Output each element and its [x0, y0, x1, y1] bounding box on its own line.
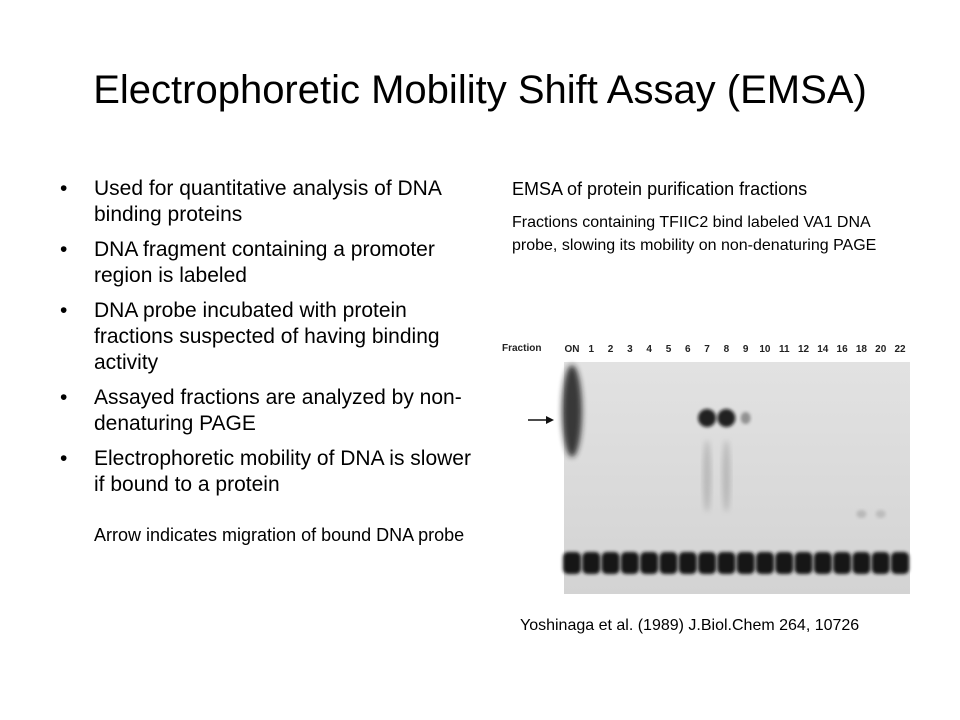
bullet-text: DNA fragment containing a promoter region is labeled — [94, 238, 435, 287]
lane-smear — [722, 440, 730, 512]
shifted-band — [741, 412, 751, 424]
arrow-icon — [528, 416, 554, 424]
free-probe-band — [833, 552, 851, 574]
gel-figure — [500, 336, 920, 598]
bullet-dot-icon: • — [60, 447, 68, 470]
lane-label: 11 — [778, 344, 790, 355]
slide-title: Electrophoretic Mobility Shift Assay (EMSA) — [93, 68, 867, 112]
free-probe-band — [756, 552, 774, 574]
bullet-item — [60, 237, 480, 289]
bullet-item — [60, 446, 480, 547]
lane-label: 1 — [588, 344, 595, 355]
free-probe-band — [717, 552, 735, 574]
gel-row-label: Fraction — [502, 343, 542, 354]
lane-label: 16 — [836, 344, 848, 355]
lane-label: 18 — [855, 344, 867, 355]
lane-label: 20 — [875, 344, 887, 355]
lane-label: 6 — [684, 344, 691, 355]
free-probe-band — [621, 552, 639, 574]
lane-label: 3 — [627, 344, 633, 355]
lane-label: 14 — [817, 344, 829, 355]
free-probe-band — [679, 552, 697, 574]
bullet-item — [60, 298, 480, 376]
bullet-item — [60, 176, 480, 228]
free-probe-band — [582, 552, 600, 574]
bullet-item — [60, 385, 480, 437]
free-probe-band — [640, 552, 658, 574]
lane-label: 12 — [797, 344, 810, 355]
gel-image — [500, 336, 920, 598]
free-probe-band — [659, 552, 677, 574]
bullet-dot-icon: • — [60, 177, 68, 200]
lane-labels — [565, 344, 906, 355]
on-lane-smear — [562, 365, 582, 457]
lane-smear — [703, 440, 711, 512]
lane-label: 8 — [723, 344, 730, 355]
bullet-list — [60, 176, 480, 556]
lane-label: 4 — [646, 344, 652, 355]
bullet-dot-icon: • — [60, 238, 68, 261]
lane-label: 10 — [759, 344, 771, 355]
lane-label: 5 — [665, 344, 672, 355]
bullet-dot-icon: • — [60, 386, 68, 409]
free-probe-band — [872, 552, 890, 574]
shifted-band — [698, 409, 716, 427]
figure-description: Fractions containing TFIIC2 bind labeled VA1 DNA probe, slowing its mobility on non-denaturing PAGE — [512, 214, 877, 254]
bullet-text: Electrophoretic mobility of DNA is slower if bound to a protein — [94, 447, 471, 496]
lane-label: 9 — [742, 344, 749, 355]
citation: Yoshinaga et al. (1989) J.Biol.Chem 264, 10726 — [520, 617, 860, 634]
free-probe-band — [737, 552, 755, 574]
free-probe-band — [891, 552, 909, 574]
free-probe-band — [602, 552, 620, 574]
faint-band — [876, 510, 886, 518]
free-probe-band — [852, 552, 870, 574]
lane-label: 7 — [704, 344, 710, 355]
bullet-text: DNA probe incubated with protein fractions suspected of having binding activity — [94, 299, 440, 374]
faint-band — [856, 510, 866, 518]
bullet-text: Used for quantitative analysis of DNA binding proteins — [94, 177, 441, 226]
bullet-note: Arrow indicates migration of bound DNA probe — [94, 525, 465, 545]
free-probe-band — [814, 552, 832, 574]
figure-title: EMSA of protein purification fractions — [512, 179, 808, 199]
bullet-dot-icon: • — [60, 299, 68, 322]
lane-label: 22 — [894, 344, 906, 355]
lane-label: ON — [564, 344, 580, 355]
lane-label: 2 — [607, 344, 614, 355]
shifted-band — [717, 409, 735, 427]
bullet-text: Assayed fractions are analyzed by non-denaturing PAGE — [94, 386, 462, 435]
free-probe-band — [775, 552, 793, 574]
free-probe-band — [563, 552, 581, 574]
free-probe-band — [698, 552, 716, 574]
free-probe-band — [795, 552, 813, 574]
